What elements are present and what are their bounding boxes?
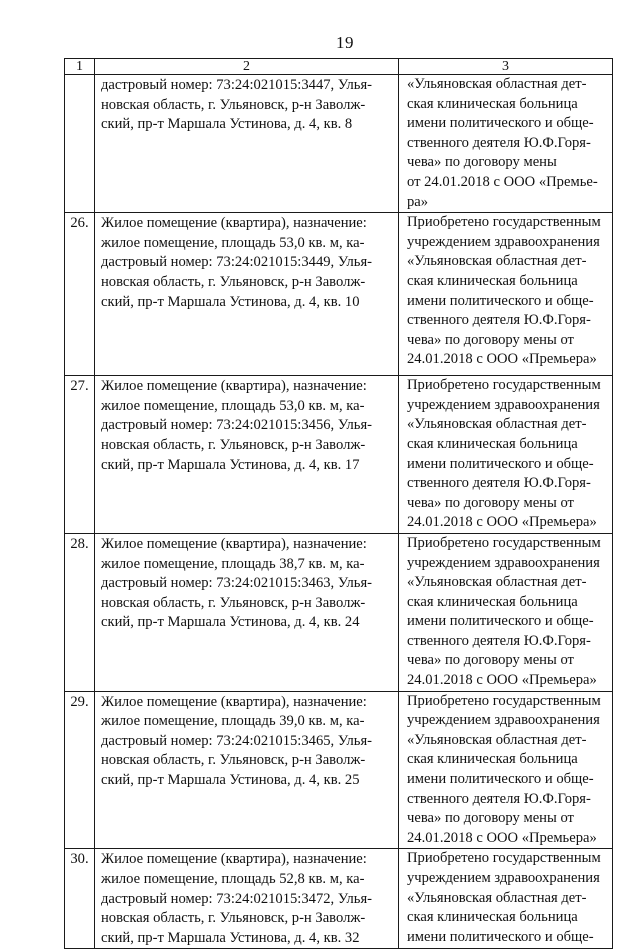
acquisition-basis-text: Приобретено государственным учреждением здравоохранения «Ульяновская областная дет- ская клиническая больница имени политического и обще- ственного деятеля Ю.Ф.Горя- чева» по договору мены от 24.01.2018 с ООО «Премьера» (407, 214, 601, 368)
acquisition-basis (399, 533, 613, 691)
property-description-text: Жилое помещение (квартира), назначение: жилое помещение, площадь 38,7 кв. м, ка- дастровый номер: 73:24:021015:3463, Улья- новская область, г. Ульяновск, р-н Заволж- ский, пр-т Маршала Устинова, д. 4, кв. 24 (101, 535, 373, 631)
property-description (95, 849, 399, 949)
acquisition-basis (399, 213, 613, 376)
row-number: 26. (65, 213, 95, 376)
property-description (95, 691, 399, 849)
property-description-text: Жилое помещение (квартира), назначение: жилое помещение, площадь 39,0 кв. м, ка- дастровый номер: 73:24:021015:3465, Улья- новская область, г. Ульяновск, р-н Заволж- ский, пр-т Маршала Устинова, д. 4, кв. 25 (101, 693, 373, 789)
column-header: 3 (399, 59, 613, 75)
property-description-text: Жилое помещение (квартира), назначение: жилое помещение, площадь 52,8 кв. м, ка- дастровый номер: 73:24:021015:3472, Улья- новская область, г. Ульяновск, р-н Заволж- ский, пр-т Маршала Устинова, д. 4, кв. 32 (101, 851, 373, 946)
column-header: 1 (65, 59, 95, 75)
acquisition-basis-text: Приобретено государственным учреждением здравоохранения «Ульяновская областная дет- ская клиническая больница имени политического и обще- (407, 850, 601, 945)
acquisition-basis (399, 376, 613, 534)
table-row (65, 691, 613, 849)
row-number: 28. (65, 533, 95, 691)
property-description (95, 75, 399, 213)
table-row (65, 213, 613, 376)
page-number: 19 (336, 33, 354, 52)
table-row (65, 533, 613, 691)
property-description-text: Жилое помещение (квартира), назначение: жилое помещение, площадь 53,0 кв. м, ка- дастровый номер: 73:24:021015:3449, Улья- новская область, г. Ульяновск, р-н Заволж- ский, пр-т Маршала Устинова, д. 4, кв. 10 (101, 215, 373, 310)
acquisition-basis (399, 691, 613, 849)
property-description-text: Жилое помещение (квартира), назначение: жилое помещение, площадь 53,0 кв. м, ка- дастровый номер: 73:24:021015:3456, Улья- новская область, г. Ульяновск, р-н Заволж- ский, пр-т Маршала Устинова, д. 4, кв. 17 (101, 378, 373, 473)
table-row (65, 75, 613, 213)
acquisition-basis-text: Приобретено государственным учреждением здравоохранения «Ульяновская областная дет- ская клиническая больница имени политического и обще- ственного деятеля Ю.Ф.Горя- чева» по договору мены от 24.01.2018 с ООО «Премьера» (407, 692, 601, 846)
table-header-row (65, 59, 613, 75)
acquisition-basis-text: Приобретено государственным учреждением здравоохранения «Ульяновская областная дет- ская клиническая больница имени политического и обще- ственного деятеля Ю.Ф.Горя- чева» по договору мены от 24.01.2018 с ООО «Премьера» (407, 377, 601, 531)
acquisition-basis (399, 75, 613, 213)
property-description (95, 376, 399, 534)
property-description (95, 213, 399, 376)
table-row (65, 849, 613, 949)
acquisition-basis (399, 849, 613, 949)
column-header: 2 (95, 59, 399, 75)
table-row (65, 376, 613, 534)
row-number: 29. (65, 691, 95, 849)
acquisition-basis-text: Приобретено государственным учреждением здравоохранения «Ульяновская областная дет- ская клиническая больница имени политического и обще- ственного деятеля Ю.Ф.Горя- чева» по договору мены от 24.01.2018 с ООО «Премьера» (407, 534, 601, 689)
property-description (95, 533, 399, 691)
row-number: 27. (65, 376, 95, 534)
acquisition-basis-text: «Ульяновская областная дет- ская клиническая больница имени политического и обще- ственного деятеля Ю.Ф.Горя- чева» по договору мены от 24.01.2018 с ООО «Премье- ра» (407, 76, 598, 210)
row-number (65, 75, 95, 213)
row-number: 30. (65, 849, 95, 949)
property-description-text: дастровый номер: 73:24:021015:3447, Улья- новская область, г. Ульяновск, р-н Заволж- ский, пр-т Маршала Устинова, д. 4, кв. 8 (101, 77, 373, 133)
property-table (64, 58, 613, 949)
